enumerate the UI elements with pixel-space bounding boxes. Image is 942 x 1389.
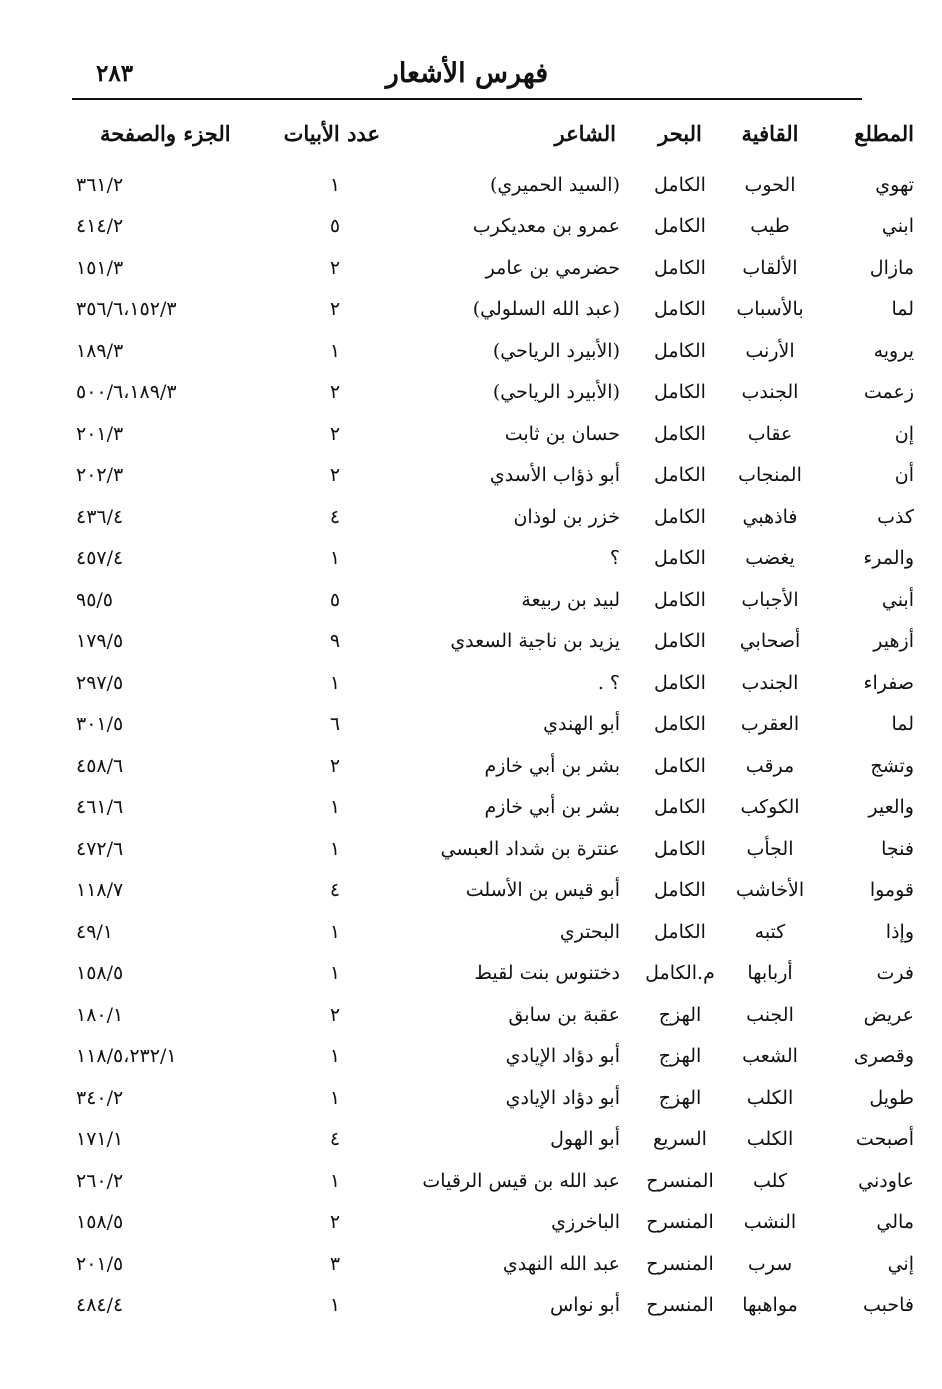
table-row [72, 911, 918, 953]
cell-ref: ٩٥/٥ [76, 588, 114, 611]
table-row [72, 455, 918, 497]
column-header-rhyme: القافية [741, 120, 799, 146]
cell-count: ١ [329, 547, 341, 570]
cell-count: ١ [329, 671, 341, 694]
cell-poet: عمرو بن معديكرب [472, 215, 620, 238]
cell-ref: ١٨٠/١ [76, 1003, 124, 1026]
cell-ref: ٣٤٠/٢ [76, 1086, 124, 1109]
cell-meter: المنسرح [646, 1294, 714, 1317]
cell-meter: المنسرح [646, 1211, 714, 1234]
cell-ref: ٤٧٢/٦ [76, 837, 124, 860]
header-rule [72, 98, 862, 100]
cell-meter: الكامل [654, 796, 706, 819]
cell-rhyme: الكلب [746, 1086, 794, 1109]
cell-rhyme: عقاب [747, 422, 793, 445]
table-row [72, 828, 918, 870]
table-row [72, 1160, 918, 1202]
cell-rhyme: الكلب [746, 1128, 794, 1151]
poetry-index-table [72, 102, 918, 1326]
cell-ref: ١٥٨/٥ [76, 1211, 124, 1234]
cell-rhyme: مواهبها [742, 1294, 798, 1317]
cell-count: ١ [329, 920, 341, 943]
cell-meter: الهزج [658, 1045, 702, 1068]
cell-ref: ١٧١/١ [76, 1128, 124, 1151]
cell-poet: حسان بن ثابت [504, 422, 620, 445]
cell-count: ٢ [329, 381, 341, 404]
cell-rhyme: الحوب [744, 173, 796, 196]
cell-count: ٢ [329, 754, 341, 777]
cell-meter: الكامل [654, 298, 706, 321]
cell-meter: الكامل [654, 920, 706, 943]
cell-meter: الكامل [654, 713, 706, 736]
page-title: فهرس الأشعار [385, 58, 549, 89]
cell-count: ١ [329, 1169, 341, 1192]
cell-ref: ٤٦١/٦ [76, 796, 124, 819]
table-header-row [72, 102, 918, 164]
cell-start: إن [894, 422, 914, 445]
cell-rhyme: أربابها [747, 962, 793, 985]
cell-rhyme: سرب [747, 1252, 793, 1275]
table-row [72, 579, 918, 621]
cell-rhyme: النشب [743, 1211, 797, 1234]
cell-rhyme: الأجباب [741, 588, 799, 611]
cell-meter: الكامل [654, 630, 706, 653]
cell-poet: البحتري [559, 920, 620, 943]
cell-meter: المنسرح [646, 1169, 714, 1192]
cell-meter: الكامل [654, 837, 706, 860]
cell-count: ١ [329, 1045, 341, 1068]
cell-start: تهوي [875, 173, 914, 196]
cell-poet: (الأبيرد الرياحي) [492, 381, 620, 404]
cell-count: ١ [329, 1086, 341, 1109]
cell-start: فنجا [881, 837, 914, 860]
cell-count: ١ [329, 962, 341, 985]
cell-start: أصبحت [855, 1128, 914, 1151]
cell-poet: (عبد الله السلولي) [472, 298, 620, 321]
cell-meter: الكامل [654, 464, 706, 487]
cell-start: طويل [869, 1086, 914, 1109]
cell-start: مالي [876, 1211, 914, 1234]
cell-poet: أبو الهول [550, 1128, 620, 1151]
cell-rhyme: أصحابي [739, 630, 801, 653]
cell-count: ١ [329, 837, 341, 860]
cell-start: زعمت [863, 381, 914, 404]
table-row [72, 206, 918, 248]
cell-poet: أبو دؤاد الإيادي [505, 1086, 620, 1109]
cell-poet: عقبة بن سابق [508, 1003, 620, 1026]
cell-rhyme: كلب [753, 1169, 787, 1192]
table-row [72, 621, 918, 663]
cell-ref: ١٥١/٣ [76, 256, 124, 279]
cell-poet: ؟ [609, 547, 620, 570]
cell-count: ٥ [329, 215, 341, 238]
table-row [72, 745, 918, 787]
cell-meter: السريع [653, 1128, 707, 1151]
cell-start: وتشج [870, 754, 914, 777]
cell-rhyme: مرقب [745, 754, 795, 777]
cell-count: ١ [329, 173, 341, 196]
cell-ref: ٤٥٧/٤ [76, 547, 124, 570]
cell-count: ٣ [329, 1252, 341, 1275]
table-row [72, 704, 918, 746]
cell-meter: الهزج [658, 1003, 702, 1026]
cell-ref: ٤٥٨/٦ [76, 754, 124, 777]
cell-meter: الكامل [654, 381, 706, 404]
cell-ref: ١٥٨/٥ [76, 962, 124, 985]
cell-ref: ٢٠١/٥ [76, 1252, 124, 1275]
table-row [72, 164, 918, 206]
table-row [72, 1077, 918, 1119]
cell-rhyme: الجندب [741, 381, 799, 404]
table-row [72, 247, 918, 289]
table-row [72, 413, 918, 455]
cell-start: وإذا [885, 920, 914, 943]
cell-rhyme: الألقاب [742, 256, 798, 279]
table-row [72, 1119, 918, 1161]
cell-count: ١ [329, 339, 341, 362]
cell-ref: ١٧٩/٥ [76, 630, 124, 653]
cell-start: أبني [881, 588, 914, 611]
cell-ref: ٥٠٠/٦،١٨٩/٣ [76, 381, 177, 404]
cell-count: ٢ [329, 1211, 341, 1234]
cell-ref: ٤٣٦/٤ [76, 505, 124, 528]
page-header [72, 52, 862, 98]
cell-rhyme: يغضب [745, 547, 795, 570]
table-row [72, 1202, 918, 1244]
cell-start: مازال [869, 256, 914, 279]
cell-poet: بشر بن أبي خازم [484, 754, 620, 777]
cell-ref: ١٨٩/٣ [76, 339, 124, 362]
cell-meter: الهزج [658, 1086, 702, 1109]
cell-count: ٢ [329, 1003, 341, 1026]
cell-count: ٦ [329, 713, 341, 736]
cell-count: ١ [329, 1294, 341, 1317]
cell-start: قوموا [869, 879, 914, 902]
cell-meter: الكامل [654, 422, 706, 445]
page-number: ٢٨٣ [96, 60, 134, 87]
cell-poet: (الأبيرد الرياحي) [492, 339, 620, 362]
table-row [72, 538, 918, 580]
cell-rhyme: الكوكب [740, 796, 800, 819]
table-row [72, 372, 918, 414]
cell-meter: الكامل [654, 173, 706, 196]
cell-count: ٩ [329, 630, 341, 653]
cell-start: ابني [881, 215, 914, 238]
table-row [72, 994, 918, 1036]
cell-meter: الكامل [654, 879, 706, 902]
cell-ref: ١١٨/٧ [76, 879, 124, 902]
cell-rhyme: الشعب [742, 1045, 798, 1068]
cell-meter: الكامل [654, 505, 706, 528]
cell-poet: بشر بن أبي خازم [484, 796, 620, 819]
cell-poet: عبد الله بن قيس الرقيات [422, 1169, 620, 1192]
cell-ref: ٤٨٤/٤ [76, 1294, 124, 1317]
cell-start: فرت [876, 962, 914, 985]
table-row [72, 496, 918, 538]
cell-start: صفراء [863, 671, 914, 694]
cell-start: إني [887, 1252, 914, 1275]
table-row [72, 870, 918, 912]
cell-ref: ٣٠١/٥ [76, 713, 124, 736]
cell-count: ٢ [329, 464, 341, 487]
column-header-meter: البحر [658, 120, 702, 146]
cell-start: والمرء [863, 547, 914, 570]
cell-ref: ٣٦١/٢ [76, 173, 124, 196]
column-header-poet: الشاعر [554, 120, 616, 146]
cell-meter: الكامل [654, 547, 706, 570]
column-header-start: المطلع [854, 120, 914, 146]
cell-start: فاحبب [862, 1294, 914, 1317]
cell-start: عريض [863, 1003, 914, 1026]
cell-poet: أبو قيس بن الأسلت [465, 879, 620, 902]
cell-poet: الباخرزي [551, 1211, 620, 1234]
cell-poet: عبد الله النهدي [502, 1252, 620, 1275]
cell-start: أزهير [873, 630, 914, 653]
cell-rhyme: بالأسباب [736, 298, 804, 321]
cell-count: ٤ [329, 505, 341, 528]
table-row [72, 330, 918, 372]
cell-ref: ٢٩٧/٥ [76, 671, 124, 694]
cell-rhyme: الأرنب [745, 339, 795, 362]
cell-start: لما [891, 298, 914, 321]
cell-poet: عنترة بن شداد العبسي [440, 837, 620, 860]
cell-poet: أبو ذؤاب الأسدي [489, 464, 620, 487]
cell-meter: م.الكامل [645, 962, 715, 985]
cell-meter: الكامل [654, 339, 706, 362]
cell-poet: خزر بن لوذان [513, 505, 620, 528]
cell-rhyme: طيب [750, 215, 790, 238]
table-row [72, 662, 918, 704]
cell-count: ٢ [329, 256, 341, 279]
cell-meter: المنسرح [646, 1252, 714, 1275]
cell-rhyme: الجندب [741, 671, 799, 694]
cell-ref: ٢٠٢/٣ [76, 464, 124, 487]
cell-count: ٢ [329, 298, 341, 321]
cell-count: ١ [329, 796, 341, 819]
column-header-ref: الجزء والصفحة [100, 120, 231, 146]
cell-poet: أبو دؤاد الإيادي [505, 1045, 620, 1068]
cell-poet: أبو الهندي [543, 713, 620, 736]
table-row [72, 1243, 918, 1285]
cell-ref: ٢٦٠/٢ [76, 1169, 124, 1192]
cell-start: أن [894, 464, 914, 487]
cell-start: لما [891, 713, 914, 736]
cell-rhyme: فاذهبي [742, 505, 798, 528]
table-row [72, 1036, 918, 1078]
cell-rhyme: الجأب [746, 837, 794, 860]
table-row [72, 787, 918, 829]
cell-meter: الكامل [654, 215, 706, 238]
cell-meter: الكامل [654, 256, 706, 279]
cell-meter: الكامل [654, 671, 706, 694]
cell-meter: الكامل [654, 588, 706, 611]
cell-rhyme: العقرب [740, 713, 800, 736]
cell-ref: ١١٨/٥،٢٣٢/١ [76, 1045, 177, 1068]
cell-ref: ٢٠١/٣ [76, 422, 124, 445]
cell-start: كذب [877, 505, 914, 528]
cell-poet: يزيد بن ناجية السعدي [450, 630, 620, 653]
cell-rhyme: كتبه [754, 920, 786, 943]
cell-poet: أبو نواس [550, 1294, 620, 1317]
cell-count: ٤ [329, 879, 341, 902]
cell-start: عاودني [858, 1169, 914, 1192]
table-body [72, 164, 918, 1326]
cell-rhyme: المنجاب [738, 464, 802, 487]
cell-rhyme: الجنب [746, 1003, 794, 1026]
column-header-count: عدد الأبيات [283, 120, 380, 146]
cell-meter: الكامل [654, 754, 706, 777]
cell-poet: حضرمي بن عامر [485, 256, 620, 279]
cell-count: ٥ [329, 588, 341, 611]
cell-start: والعير [868, 796, 914, 819]
cell-poet: (السيد الحميري) [490, 173, 620, 196]
cell-start: يرويه [873, 339, 914, 362]
table-row [72, 953, 918, 995]
table-row [72, 1285, 918, 1327]
cell-ref: ٤٩/١ [76, 920, 114, 943]
cell-ref: ٣٥٦/٦،١٥٢/٣ [76, 298, 177, 321]
cell-poet: دختنوس بنت لقيط [474, 962, 620, 985]
cell-start: وقصرى [853, 1045, 914, 1068]
cell-poet: ؟ . [597, 671, 620, 694]
cell-ref: ٤١٤/٢ [76, 215, 124, 238]
cell-rhyme: الأخاشب [735, 879, 805, 902]
table-row [72, 289, 918, 331]
cell-poet: لبيد بن ربيعة [521, 588, 620, 611]
cell-count: ٤ [329, 1128, 341, 1151]
cell-count: ٢ [329, 422, 341, 445]
